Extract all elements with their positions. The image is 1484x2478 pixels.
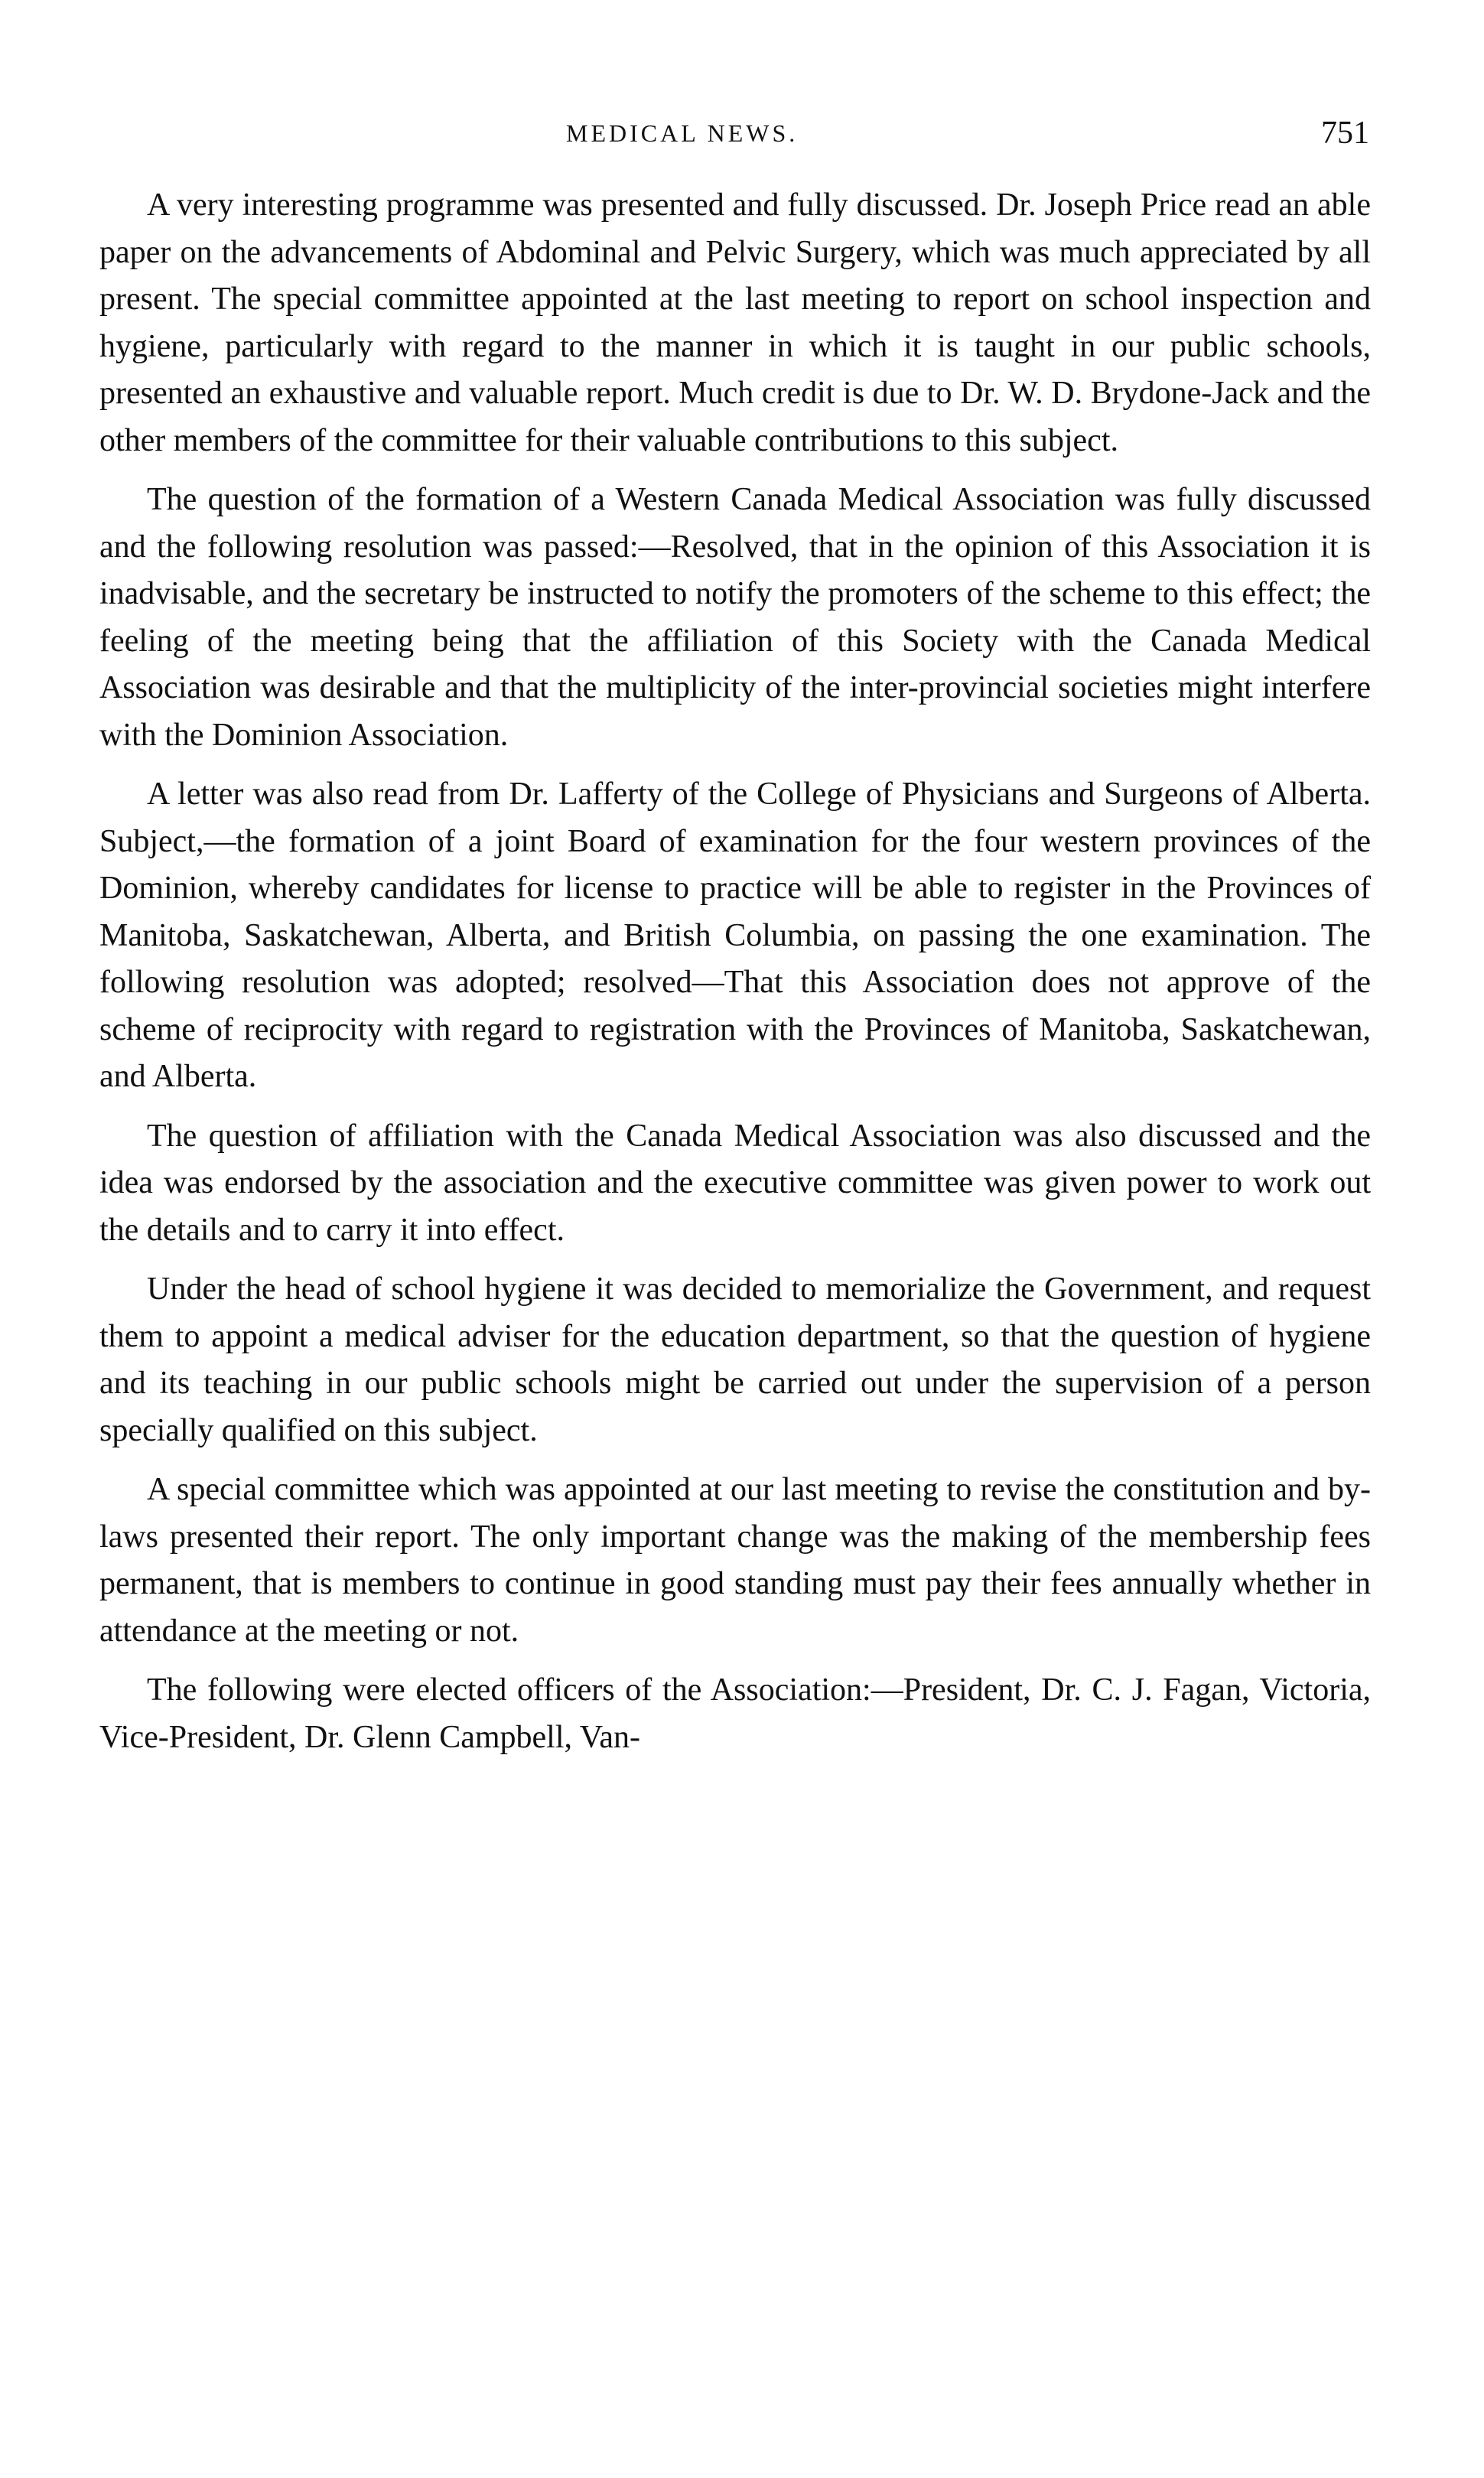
running-head xyxy=(99,115,1369,161)
paragraph-constitution: A special committee which was appointed at our last meeting to revise the constitution and by-laws presented their report. The only important change was the making of the membership fees permanent, that is members to continue in good standing must pay their fees annually whether in attendance at the meeting or not. xyxy=(99,1472,1371,1649)
paragraph-officers: The following were elected officers of the Association:—President, Dr. C. J. Fagan, Victoria, Vice-President, Dr. Glenn Campbell, Van- xyxy=(99,1672,1371,1755)
paragraph-school-hygiene: Under the head of school hygiene it was decided to memorialize the Government, and request them to appoint a medical adviser for the education department, so that the question of hygiene and its teaching in our public schools might be carried out under the supervision of a person specially qualified on this subject. xyxy=(99,1272,1371,1448)
paragraph-programme: A very interesting programme was presented and fully discussed. Dr. Joseph Price read an able paper on the advancements of Abdominal and Pelvic Surgery, which was much appreciated by all present. The special committee appointed at the last meeting to report on school inspection and hygiene, particularly with regard to the manner in which it is taught in our public schools, presented an exhaustive and valuable report. Much credit is due to Dr. W. D. Brydone-Jack and the other members of the committee for their valuable contributions to this subject. xyxy=(99,187,1371,458)
paragraph-alberta-letter: A letter was also read from Dr. Lafferty of the College of Physicians and Surgeons of Alberta. Subject,—the formation of a joint Board of examination for the four western provinces of the Dominion, whereby candidates for license to practice will be able to register in the Provinces of Manitoba, Saskatchewan, Alberta, and British Columbia, on passing the one examination. The following resolution was adopted; resolved—That this Association does not approve of the scheme of reciprocity with regard to registration with the Provinces of Manitoba, Saskatchewan, and Alberta. xyxy=(99,777,1371,1094)
running-title: MEDICAL NEWS. xyxy=(566,119,799,147)
paragraph-affiliation: The question of affiliation with the Canada Medical Association was also discussed and the idea was endorsed by the association and the executive committee was given power to work out the details and to carry it into effect. xyxy=(99,1118,1371,1248)
paragraph-western-association: The question of the formation of a Western Canada Medical Association was fully discussed and the following resolution was passed:—Resolved, that in the opinion of this Association it is inadvisable, and the secretary be instructed to notify the promoters of the scheme to this effect; the feeling of the meeting being that the affiliation of this Society with the Canada Medical Association was desirable and that the multiplicity of the inter-provincial societies might interfere with the Dominion Association. xyxy=(99,482,1371,753)
page-number: 751 xyxy=(1321,116,1369,151)
article-body xyxy=(99,182,1371,1773)
